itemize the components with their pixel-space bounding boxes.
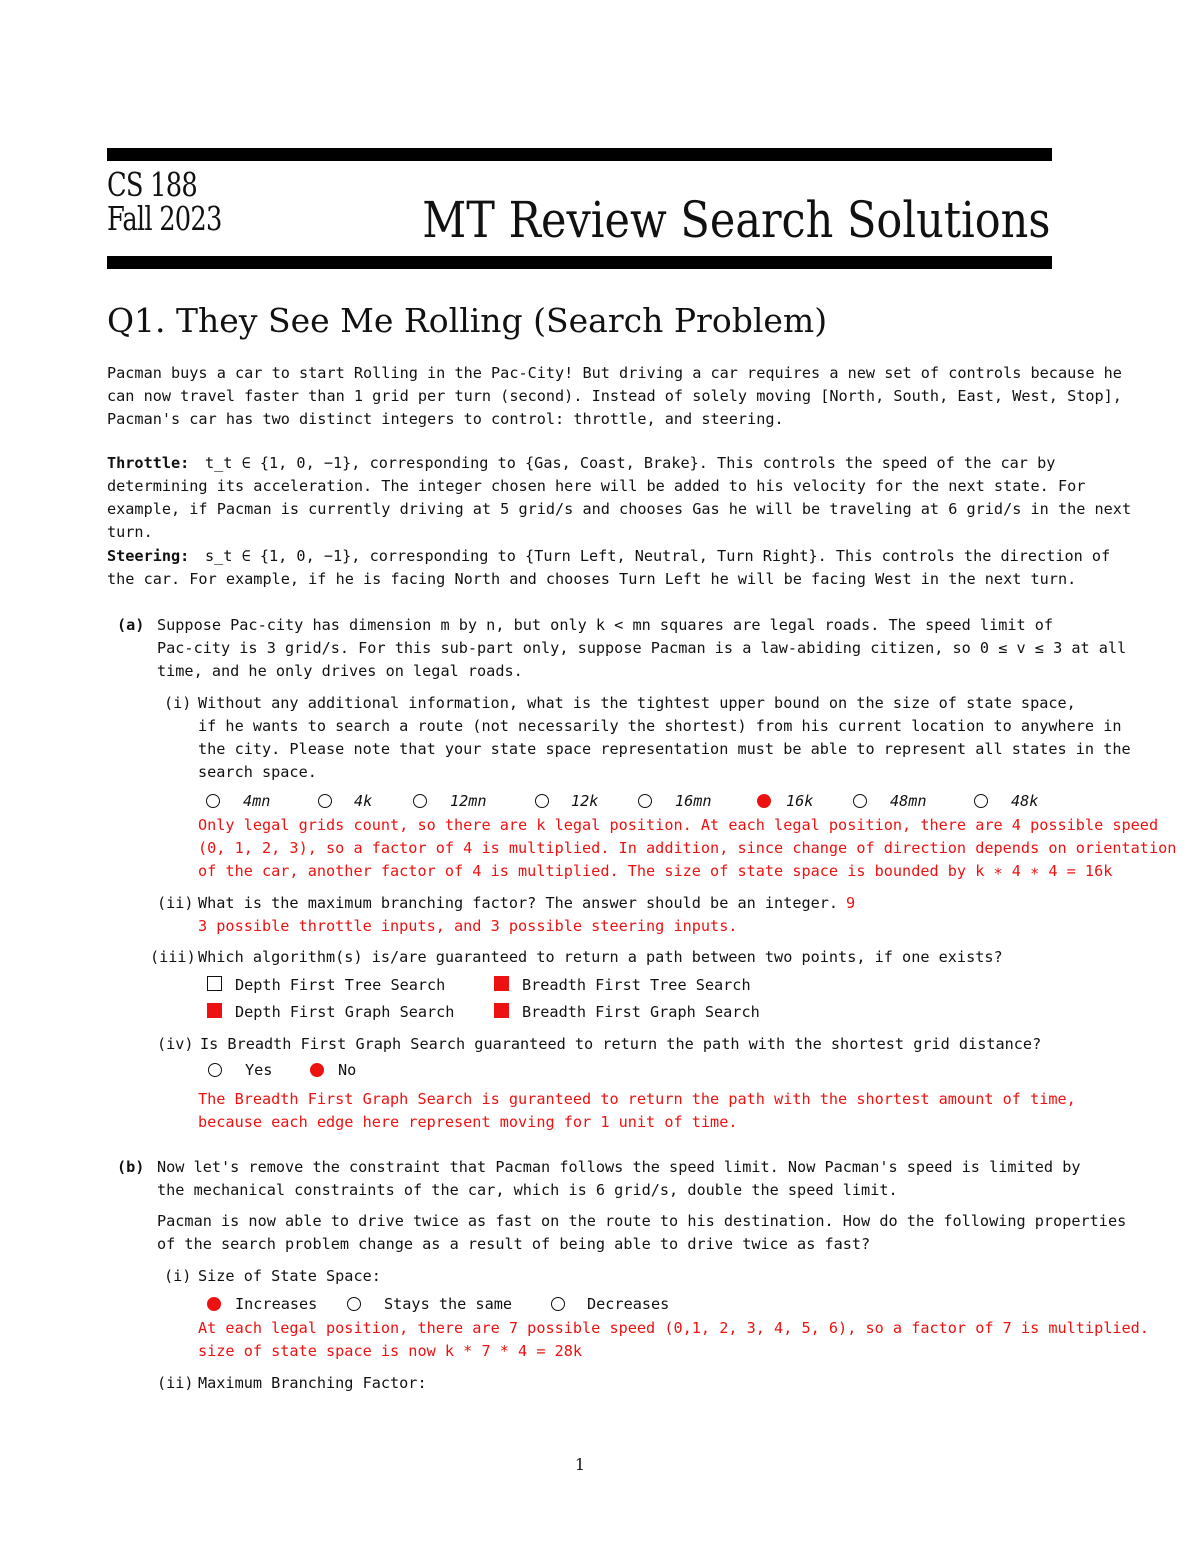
option-16k-label: 16k <box>786 792 814 810</box>
part-b-line: Now let's remove the constraint that Pacman follows the speed limit. Now Pacman's speed is limited by <box>157 1158 1081 1176</box>
part-a-iv-label: (iv) <box>157 1035 194 1053</box>
radio-yes[interactable] <box>208 1063 222 1077</box>
part-b-i-question: Size of State Space: <box>198 1267 381 1285</box>
option-yes-label: Yes <box>245 1061 273 1079</box>
part-a-iii-label: (iii) <box>150 948 196 966</box>
part-a-line: Pac-city is 3 grid/s. For this sub-part only, suppose Pacman is a law-abiding citizen, so 0 ≤ v ≤ 3 at all <box>157 639 1127 657</box>
steering-line: s_t ∈ {1, 0, −1}, corresponding to {Turn Left, Neutral, Turn Right}. This controls the direction of <box>205 547 1111 565</box>
throttle-line: turn. <box>107 523 153 541</box>
intro-line: Pacman buys a car to start Rolling in the Pac-City! But driving a car requires a new set of controls because he <box>107 364 1122 382</box>
throttle-label: Throttle: <box>107 454 190 472</box>
radio-4mn[interactable] <box>206 794 220 808</box>
answer-a-ii-line: 3 possible throttle inputs, and 3 possible steering inputs. <box>198 917 738 935</box>
throttle-line: example, if Pacman is currently driving at 5 grid/s and chooses Gas he will be traveling at 6 grid/s in the next <box>107 500 1132 518</box>
option-16mn-label: 16mn <box>675 792 712 810</box>
part-a-label: (a) <box>117 616 145 634</box>
course-code: CS 188 <box>107 165 197 204</box>
part-a-i-label: (i) <box>164 694 192 712</box>
part-a-i-line: the city. Please note that your state space representation must be able to represent all states in the <box>198 740 1131 758</box>
checkbox-bfs-tree-checked[interactable] <box>494 976 509 991</box>
part-b-line: Pacman is now able to drive twice as fast on the route to his destination. How do the following properties <box>157 1212 1127 1230</box>
part-a-iv-question: Is Breadth First Graph Search guaranteed to return the path with the shortest grid distance? <box>200 1035 1042 1053</box>
option-12mn-label: 12mn <box>450 792 487 810</box>
checkbox-bfs-graph-checked[interactable] <box>494 1003 509 1018</box>
steering-label: Steering: <box>107 547 190 565</box>
part-a-ii-question: What is the maximum branching factor? The answer should be an integer. <box>198 894 839 912</box>
radio-48k[interactable] <box>974 794 988 808</box>
part-a-i-line: Without any additional information, what is the tightest upper bound on the size of state space, <box>198 694 1076 712</box>
part-a-line: Suppose Pac-city has dimension m by n, but only k < mn squares are legal roads. The speed limit of <box>157 616 1054 634</box>
header-top-rule <box>107 148 1052 161</box>
radio-12mn[interactable] <box>413 794 427 808</box>
question-title: Q1. They See Me Rolling (Search Problem) <box>107 301 828 340</box>
checkbox-dfs-graph-label: Depth First Graph Search <box>235 1003 455 1021</box>
checkbox-dfs-tree-label: Depth First Tree Search <box>235 976 446 994</box>
page-number: 1 <box>574 1455 586 1474</box>
radio-12k[interactable] <box>535 794 549 808</box>
course-term: Fall 2023 <box>107 199 222 238</box>
radio-48mn[interactable] <box>853 794 867 808</box>
radio-increases-selected[interactable] <box>207 1297 221 1311</box>
checkbox-dfs-tree[interactable] <box>207 976 222 991</box>
option-no-label: No <box>338 1061 357 1079</box>
part-b-line: the mechanical constraints of the car, which is 6 grid/s, double the speed limit. <box>157 1181 898 1199</box>
answer-a-i-line: Only legal grids count, so there are k legal position. At each legal position, there are 4 possible speed <box>198 816 1159 834</box>
throttle-line: determining its acceleration. The integer chosen here will be added to his velocity for the next state. For <box>107 477 1086 495</box>
header-bottom-rule <box>107 256 1052 269</box>
checkbox-dfs-graph-checked[interactable] <box>207 1003 222 1018</box>
answer-a-iv-line: The Breadth First Graph Search is guranteed to return the path with the shortest amount of time, <box>198 1090 1076 1108</box>
radio-stays-same[interactable] <box>347 1297 361 1311</box>
part-b-i-label: (i) <box>164 1267 192 1285</box>
option-4mn-label: 4mn <box>243 792 271 810</box>
answer-b-i-line: size of state space is now k * 7 * 4 = 28k <box>198 1342 583 1360</box>
document-title: MT Review Search Solutions <box>421 191 1050 249</box>
option-12k-label: 12k <box>571 792 599 810</box>
radio-4k[interactable] <box>318 794 332 808</box>
checkbox-bfs-graph-label: Breadth First Graph Search <box>522 1003 760 1021</box>
part-a-i-line: search space. <box>198 763 317 781</box>
answer-a-ii-value: 9 <box>846 894 856 912</box>
option-4k-label: 4k <box>354 792 373 810</box>
answer-a-iv-line: because each edge here represent moving for 1 unit of time. <box>198 1113 738 1131</box>
part-a-i-line: if he wants to search a route (not necessarily the shortest) from his current location to anywhere in <box>198 717 1122 735</box>
radio-16k-selected[interactable] <box>757 794 771 808</box>
part-a-iii-question: Which algorithm(s) is/are guaranteed to return a path between two points, if one exists? <box>198 948 1003 966</box>
part-a-ii-label: (ii) <box>157 894 194 912</box>
option-increases-label: Increases <box>235 1295 318 1313</box>
part-a-line: time, and he only drives on legal roads. <box>157 662 523 680</box>
header-course-block <box>107 165 222 238</box>
part-b-label: (b) <box>117 1158 145 1176</box>
throttle-line: t_t ∈ {1, 0, −1}, corresponding to {Gas, Coast, Brake}. This controls the speed of the car by <box>205 454 1056 472</box>
intro-line: Pacman's car has two distinct integers to control: throttle, and steering. <box>107 410 784 428</box>
part-b-line: of the search problem change as a result of being able to drive twice as fast? <box>157 1235 871 1253</box>
intro-line: can now travel faster than 1 grid per turn (second). Instead of solely moving [North, South, East, West, Stop], <box>107 387 1122 405</box>
radio-decreases[interactable] <box>551 1297 565 1311</box>
answer-a-i-line: (0, 1, 2, 3), so a factor of 4 is multiplied. In addition, since change of direction depends on orientation <box>198 839 1177 857</box>
steering-line: the car. For example, if he is facing North and chooses Turn Left he will be facing West in the next turn. <box>107 570 1077 588</box>
answer-b-i-line: At each legal position, there are 7 possible speed (0,1, 2, 3, 4, 5, 6), so a factor of 7 is multiplied. <box>198 1319 1149 1337</box>
option-48mn-label: 48mn <box>890 792 927 810</box>
radio-no-selected[interactable] <box>310 1063 324 1077</box>
part-b-ii-question: Maximum Branching Factor: <box>198 1374 427 1392</box>
answer-a-i-line: of the car, another factor of 4 is multiplied. The size of state space is bounded by k ∗ 4 ∗ 4 = 16k <box>198 862 1113 880</box>
radio-16mn[interactable] <box>638 794 652 808</box>
option-decreases-label: Decreases <box>587 1295 670 1313</box>
option-48k-label: 48k <box>1011 792 1039 810</box>
part-b-ii-label: (ii) <box>157 1374 194 1392</box>
checkbox-bfs-tree-label: Breadth First Tree Search <box>522 976 751 994</box>
option-stays-same-label: Stays the same <box>384 1295 513 1313</box>
